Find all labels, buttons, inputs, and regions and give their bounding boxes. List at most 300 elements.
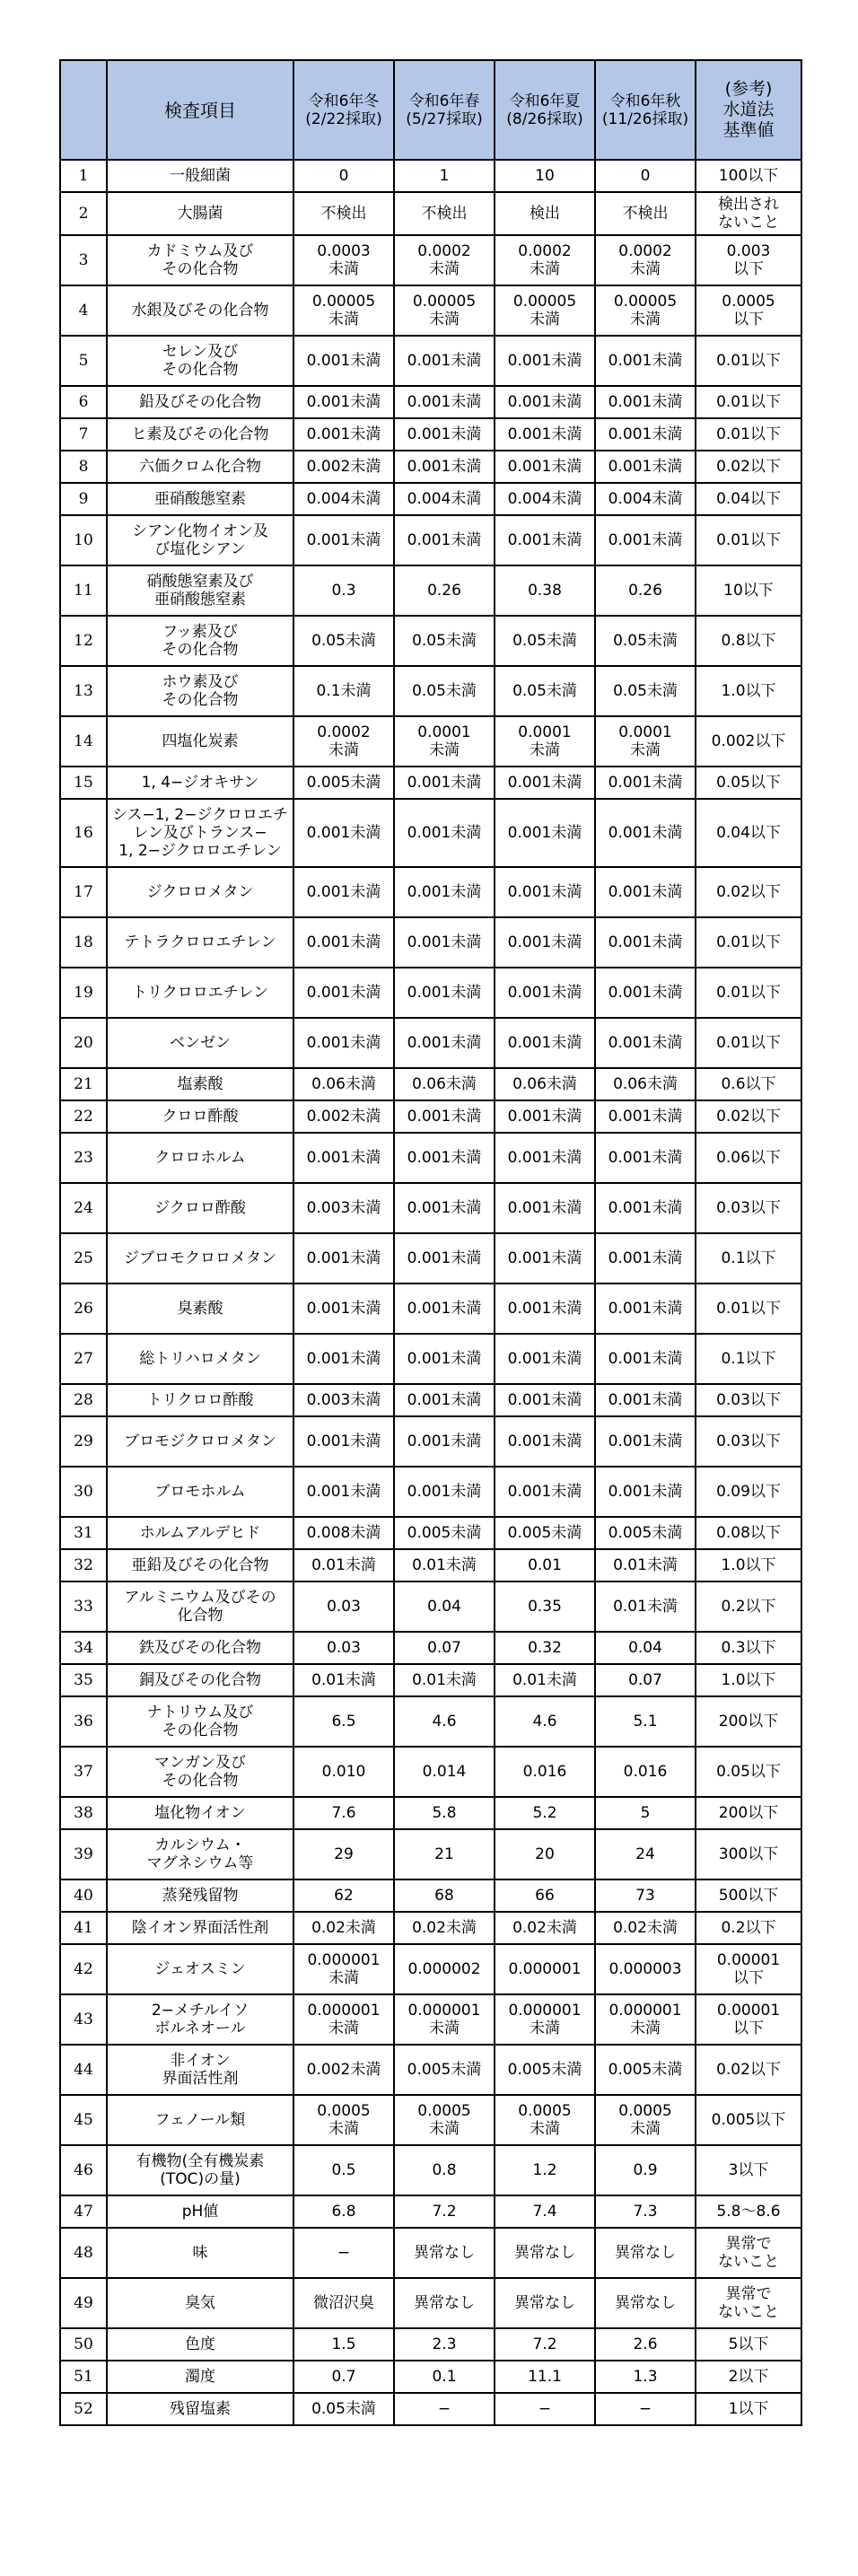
- value-line: 0.001未満: [608, 1391, 683, 1409]
- value-summer: [495, 867, 595, 917]
- value-line: 20: [535, 1845, 555, 1863]
- test-item-name: [107, 1632, 293, 1664]
- value-line: 0.001未満: [507, 1034, 582, 1052]
- value-line: 0.0005: [417, 2102, 471, 2120]
- value-line: 0.001未満: [608, 1199, 683, 1217]
- value-line: 1.2: [532, 2161, 557, 2179]
- value-winter: [293, 716, 394, 767]
- test-item-name: [107, 565, 293, 616]
- value-line: −: [538, 2400, 552, 2418]
- water-quality-table: [59, 59, 802, 2426]
- value-winter: [293, 2278, 394, 2328]
- value-spring: [394, 2328, 495, 2361]
- header-summer: [495, 60, 595, 160]
- value-summer: [495, 1994, 595, 2045]
- value-winter: [293, 1912, 394, 1944]
- value-line: 0.005未満: [306, 774, 381, 792]
- value-spring: [394, 2361, 495, 2393]
- table-row: [60, 2145, 801, 2195]
- value-autumn: [595, 2328, 696, 2361]
- standard-value: [696, 1467, 801, 1517]
- value-line: 0.001未満: [407, 1433, 482, 1450]
- standard-value-line: 0.01以下: [716, 1300, 781, 1318]
- standard-value-line: 0.05以下: [716, 774, 781, 792]
- value-line: 0.001未満: [507, 1149, 582, 1167]
- row-number: 28: [60, 1384, 107, 1416]
- standard-value: [696, 1133, 801, 1183]
- test-item-name: [107, 1284, 293, 1334]
- test-item-name: [107, 1879, 293, 1912]
- table-row: [60, 483, 801, 515]
- value-line: 0.001未満: [407, 984, 482, 1002]
- value-line: 0.00005: [311, 293, 376, 311]
- value-line: 0.05未満: [412, 682, 477, 700]
- value-line: 7.2: [532, 2335, 557, 2353]
- standard-value-line: 1.0以下: [721, 1671, 776, 1689]
- value-winter: [293, 1632, 394, 1664]
- value-line: 検出: [530, 205, 560, 223]
- value-winter: [293, 1384, 394, 1416]
- row-number: 10: [60, 515, 107, 565]
- test-item-name: [107, 1018, 293, 1068]
- value-winter: [293, 968, 394, 1018]
- value-line: 73: [635, 1887, 655, 1905]
- table-row: [60, 767, 801, 799]
- value-summer: [495, 2045, 595, 2095]
- test-item-name-line: 蒸発残留物: [162, 1887, 239, 1905]
- value-winter: [293, 1582, 394, 1632]
- value-spring: [394, 767, 495, 799]
- test-item-name-line: ベンゼン: [170, 1034, 231, 1052]
- standard-value: [696, 1233, 801, 1284]
- value-spring: [394, 666, 495, 716]
- test-item-name: [107, 1747, 293, 1797]
- table-row: [60, 285, 801, 336]
- test-item-name-line: クロロ酢酸: [162, 1108, 239, 1126]
- value-line: 0.38: [528, 582, 562, 600]
- table-row: [60, 1994, 801, 2045]
- value-winter: [293, 1183, 394, 1233]
- test-item-name: [107, 1334, 293, 1384]
- standard-value-line: 100以下: [718, 167, 779, 185]
- test-item-name: [107, 1582, 293, 1632]
- row-number: 44: [60, 2045, 107, 2095]
- standard-value: [696, 1384, 801, 1416]
- row-number: 36: [60, 1696, 107, 1747]
- test-item-name-line: 陰イオン界面活性剤: [131, 1919, 269, 1937]
- value-summer: [495, 1944, 595, 1994]
- value-line: 0.0001: [618, 723, 672, 741]
- value-line: 0.01未満: [613, 1598, 678, 1616]
- row-number: 49: [60, 2278, 107, 2328]
- value-line: 未満: [328, 741, 359, 759]
- test-item-name: [107, 1384, 293, 1416]
- value-autumn: [595, 235, 696, 285]
- standard-value: [696, 1549, 801, 1582]
- value-line: 0.00005: [412, 293, 477, 311]
- value-line: 0.0002: [518, 242, 572, 260]
- value-summer: [495, 1384, 595, 1416]
- value-line: 7.2: [432, 2203, 457, 2221]
- value-summer: [495, 515, 595, 565]
- table-row: [60, 1747, 801, 1797]
- value-line: 未満: [530, 741, 560, 759]
- test-item-name-line: 亜硝酸態窒素: [154, 591, 246, 609]
- value-line: 0.016: [522, 1763, 567, 1781]
- test-item-name: [107, 1994, 293, 2045]
- test-item-name-line: 総トリハロメタン: [139, 1350, 261, 1368]
- value-spring: [394, 2095, 495, 2145]
- value-line: 2.6: [633, 2335, 658, 2353]
- test-item-name: [107, 616, 293, 666]
- value-autumn: [595, 1549, 696, 1582]
- value-line: 21: [434, 1845, 454, 1863]
- standard-value-line: 0.2以下: [721, 1598, 776, 1616]
- value-summer: [495, 917, 595, 968]
- value-winter: [293, 616, 394, 666]
- test-item-name-line: 1, 4−ジオキサン: [141, 774, 259, 792]
- table-row: [60, 1549, 801, 1582]
- test-item-name-line: pH値: [181, 2203, 219, 2221]
- value-autumn: [595, 867, 696, 917]
- value-line: 0.05未満: [512, 682, 577, 700]
- test-item-name-line: 非イオン: [170, 2052, 231, 2070]
- value-autumn: [595, 565, 696, 616]
- test-item-name: [107, 515, 293, 565]
- value-line: 0.001未満: [608, 824, 683, 842]
- value-line: 0.001未満: [407, 1350, 482, 1368]
- test-item-name-line: 塩素酸: [177, 1075, 223, 1093]
- test-item-name-line: 硝酸態窒素及び: [146, 573, 254, 591]
- value-line: 29: [334, 1845, 354, 1863]
- value-summer: [495, 1912, 595, 1944]
- value-autumn: [595, 1233, 696, 1284]
- value-line: 0.001未満: [306, 352, 381, 370]
- test-item-name-line: ジブロモクロロメタン: [124, 1249, 276, 1267]
- value-autumn: [595, 2195, 696, 2228]
- table-row: [60, 1334, 801, 1384]
- value-line: 0.0002: [417, 242, 471, 260]
- value-line: 68: [434, 1887, 454, 1905]
- table-row: [60, 1068, 801, 1100]
- value-summer: [495, 2328, 595, 2361]
- row-number: 43: [60, 1994, 107, 2045]
- value-line: 0.014: [422, 1763, 467, 1781]
- value-line: 0.005未満: [507, 1524, 582, 1542]
- test-item-name-line: 色度: [185, 2335, 215, 2353]
- table-row: [60, 235, 801, 285]
- value-line: 0.001未満: [608, 1350, 683, 1368]
- value-spring: [394, 616, 495, 666]
- value-line: 0.02未満: [311, 1919, 376, 1937]
- test-item-name-line: シス−1, 2−ジクロロエチ: [111, 806, 289, 824]
- standard-value-line: 0.3以下: [721, 1639, 776, 1657]
- row-number: 12: [60, 616, 107, 666]
- value-line: 0.001未満: [306, 883, 381, 901]
- table-row: [60, 2361, 801, 2393]
- value-line: 0.001未満: [608, 1108, 683, 1126]
- value-summer: [495, 2361, 595, 2393]
- value-line: 0.001未満: [407, 1034, 482, 1052]
- value-line: 0.001未満: [407, 425, 482, 443]
- value-spring: [394, 1632, 495, 1664]
- value-line: 0.05未満: [311, 2400, 376, 2418]
- value-summer: [495, 1416, 595, 1467]
- standard-value: [696, 767, 801, 799]
- test-item-name-line: 亜鉛及びその化合物: [131, 1556, 269, 1574]
- value-autumn: [595, 2228, 696, 2278]
- value-spring: [394, 336, 495, 386]
- test-item-name: [107, 1664, 293, 1696]
- value-line: 異常なし: [615, 2244, 676, 2262]
- test-item-name-line: ボルネオール: [154, 2020, 246, 2037]
- value-winter: [293, 285, 394, 336]
- value-winter: [293, 1829, 394, 1879]
- test-item-name: [107, 2361, 293, 2393]
- value-line: 0.04: [628, 1639, 662, 1657]
- standard-value-line: 0.04以下: [716, 490, 781, 508]
- value-autumn: [595, 1384, 696, 1416]
- value-line: 0.26: [427, 582, 461, 600]
- table-row: [60, 2195, 801, 2228]
- row-number: 23: [60, 1133, 107, 1183]
- standard-value-line: 300以下: [718, 1845, 779, 1863]
- value-line: 異常なし: [615, 2294, 676, 2312]
- value-autumn: [595, 1696, 696, 1747]
- value-winter: [293, 515, 394, 565]
- value-spring: [394, 1334, 495, 1384]
- header-test-item: 検査項目: [107, 60, 293, 160]
- row-number: 9: [60, 483, 107, 515]
- value-line: 0.35: [528, 1598, 562, 1616]
- standard-value-line: 0.2以下: [721, 1919, 776, 1937]
- value-spring: [394, 2278, 495, 2328]
- table-row: [60, 1582, 801, 1632]
- value-line: 異常なし: [414, 2244, 475, 2262]
- value-line: 0.000002: [407, 1960, 481, 1978]
- test-item-name: [107, 1517, 293, 1549]
- standard-value: [696, 418, 801, 451]
- standard-value: [696, 336, 801, 386]
- value-line: 異常なし: [514, 2244, 575, 2262]
- table-row: [60, 1284, 801, 1334]
- standard-value: [696, 2228, 801, 2278]
- standard-value: [696, 1416, 801, 1467]
- row-number: 7: [60, 418, 107, 451]
- value-line: 0.001未満: [507, 1391, 582, 1409]
- value-summer: [495, 192, 595, 235]
- value-autumn: [595, 515, 696, 565]
- value-winter: [293, 1747, 394, 1797]
- standard-value-line: 0.00001: [716, 2002, 781, 2020]
- value-winter: [293, 2045, 394, 2095]
- test-item-name-line: ジェオスミン: [154, 1960, 246, 1978]
- value-spring: [394, 1944, 495, 1994]
- standard-value: [696, 799, 801, 867]
- value-spring: [394, 2228, 495, 2278]
- test-item-name: [107, 386, 293, 418]
- standard-value-line: 0.01以下: [716, 352, 781, 370]
- value-line: 未満: [630, 311, 661, 329]
- header-autumn-date: (11/26採取): [601, 110, 689, 128]
- row-number: 15: [60, 767, 107, 799]
- value-spring: [394, 1582, 495, 1632]
- value-winter: [293, 1100, 394, 1133]
- value-summer: [495, 799, 595, 867]
- value-line: 0.001未満: [507, 352, 582, 370]
- test-item-name-line: 大腸菌: [177, 205, 223, 223]
- test-item-name: [107, 1549, 293, 1582]
- standard-value-line: 0.01以下: [716, 933, 781, 951]
- value-line: 0.001未満: [306, 1483, 381, 1501]
- value-summer: [495, 1879, 595, 1912]
- value-autumn: [595, 1664, 696, 1696]
- value-line: 0.001未満: [407, 883, 482, 901]
- test-item-name: [107, 1829, 293, 1879]
- value-spring: [394, 515, 495, 565]
- test-item-name-line: ブロモジクロロメタン: [124, 1433, 276, 1450]
- row-number: 45: [60, 2095, 107, 2145]
- value-summer: [495, 1747, 595, 1797]
- test-item-name: [107, 235, 293, 285]
- test-item-name: [107, 1133, 293, 1183]
- standard-value-line: 以下: [733, 2020, 764, 2037]
- value-line: 0.001未満: [608, 1300, 683, 1318]
- row-number: 51: [60, 2361, 107, 2393]
- table-row: [60, 1944, 801, 1994]
- value-line: 4.6: [532, 1713, 557, 1730]
- value-line: 未満: [328, 1969, 359, 1987]
- value-spring: [394, 1416, 495, 1467]
- value-line: 0.32: [528, 1639, 562, 1657]
- value-spring: [394, 1018, 495, 1068]
- value-line: 未満: [328, 311, 359, 329]
- value-line: 未満: [429, 2120, 460, 2138]
- test-item-name-line: 亜硝酸態窒素: [154, 490, 246, 508]
- value-line: 0.008未満: [306, 1524, 381, 1542]
- value-line: 0.000001: [508, 1960, 582, 1978]
- standard-value-line: 500以下: [718, 1887, 779, 1905]
- value-line: 0.001未満: [306, 1034, 381, 1052]
- value-line: 未満: [630, 741, 661, 759]
- value-summer: [495, 386, 595, 418]
- standard-value-line: 0.03以下: [716, 1433, 781, 1450]
- test-item-name: [107, 917, 293, 968]
- value-winter: [293, 451, 394, 483]
- test-item-name-line: その化合物: [162, 1772, 239, 1790]
- header-summer-season: 令和6年夏: [509, 92, 581, 110]
- table-row: [60, 1797, 801, 1829]
- test-item-name-line: 鉛及びその化合物: [139, 393, 261, 411]
- test-item-name-line: トリクロロ酢酸: [146, 1391, 254, 1409]
- value-winter: [293, 2195, 394, 2228]
- test-item-name: [107, 2145, 293, 2195]
- table-row: [60, 1467, 801, 1517]
- value-autumn: [595, 2095, 696, 2145]
- standard-value-line: ないこと: [718, 2253, 779, 2271]
- value-line: 0.001未満: [507, 458, 582, 476]
- value-winter: [293, 867, 394, 917]
- value-line: 0.001未満: [407, 1391, 482, 1409]
- value-line: 0.003未満: [306, 1199, 381, 1217]
- standard-value: [696, 235, 801, 285]
- standard-value: [696, 867, 801, 917]
- standard-value-line: 0.01以下: [716, 393, 781, 411]
- standard-value: [696, 1334, 801, 1384]
- table-row: [60, 1632, 801, 1664]
- value-winter: [293, 1944, 394, 1994]
- value-winter: [293, 418, 394, 451]
- standard-value-line: 0.01以下: [716, 425, 781, 443]
- standard-value: [696, 1582, 801, 1632]
- table-row: [60, 192, 801, 235]
- value-autumn: [595, 1100, 696, 1133]
- value-line: 0.001未満: [306, 1300, 381, 1318]
- value-autumn: [595, 1747, 696, 1797]
- value-winter: [293, 1664, 394, 1696]
- standard-value: [696, 2278, 801, 2328]
- value-winter: [293, 2361, 394, 2393]
- test-item-name-line: 塩化物イオン: [154, 1804, 246, 1822]
- header-summer-date: (8/26採取): [506, 110, 583, 128]
- value-winter: [293, 1068, 394, 1100]
- value-autumn: [595, 1517, 696, 1549]
- value-line: 0.001未満: [407, 1108, 482, 1126]
- value-line: 0.001未満: [306, 984, 381, 1002]
- value-line: 0.001未満: [407, 458, 482, 476]
- standard-value: [696, 1100, 801, 1133]
- test-item-name-line: その化合物: [162, 361, 239, 379]
- value-line: 5.1: [633, 1713, 658, 1730]
- value-spring: [394, 451, 495, 483]
- test-item-name-line: マンガン及び: [154, 1754, 246, 1772]
- test-item-name-line: マグネシウム等: [146, 1854, 254, 1872]
- value-line: 5: [640, 1804, 651, 1822]
- value-line: 0.001未満: [507, 531, 582, 549]
- test-item-name-line: その化合物: [162, 691, 239, 709]
- value-winter: [293, 2328, 394, 2361]
- test-item-name-line: ブロモホルム: [154, 1483, 246, 1501]
- value-line: 0.004未満: [507, 490, 582, 508]
- value-line: 0.001未満: [507, 393, 582, 411]
- value-line: 未満: [630, 2020, 661, 2037]
- table-row: [60, 2328, 801, 2361]
- value-summer: [495, 1133, 595, 1183]
- standard-value-line: 1.0以下: [721, 682, 776, 700]
- value-summer: [495, 1696, 595, 1747]
- value-spring: [394, 1233, 495, 1284]
- value-spring: [394, 1994, 495, 2045]
- test-item-name-line: その化合物: [162, 1722, 239, 1739]
- value-autumn: [595, 483, 696, 515]
- value-line: 0.001未満: [507, 1300, 582, 1318]
- test-item-name: [107, 767, 293, 799]
- value-line: 0.8: [432, 2161, 457, 2179]
- test-item-name: [107, 1233, 293, 1284]
- standard-value-line: 0.05以下: [716, 1763, 781, 1781]
- standard-value: [696, 515, 801, 565]
- standard-value-line: 200以下: [718, 1804, 779, 1822]
- value-line: 不検出: [320, 205, 367, 223]
- table-row: [60, 968, 801, 1018]
- value-line: 0.001未満: [407, 531, 482, 549]
- test-item-name-line: 水銀及びその化合物: [131, 302, 269, 320]
- standard-value: [696, 2361, 801, 2393]
- value-line: 0.001未満: [608, 352, 683, 370]
- test-item-name-line: テトラクロロエチレン: [124, 933, 276, 951]
- value-spring: [394, 285, 495, 336]
- row-number: 18: [60, 917, 107, 968]
